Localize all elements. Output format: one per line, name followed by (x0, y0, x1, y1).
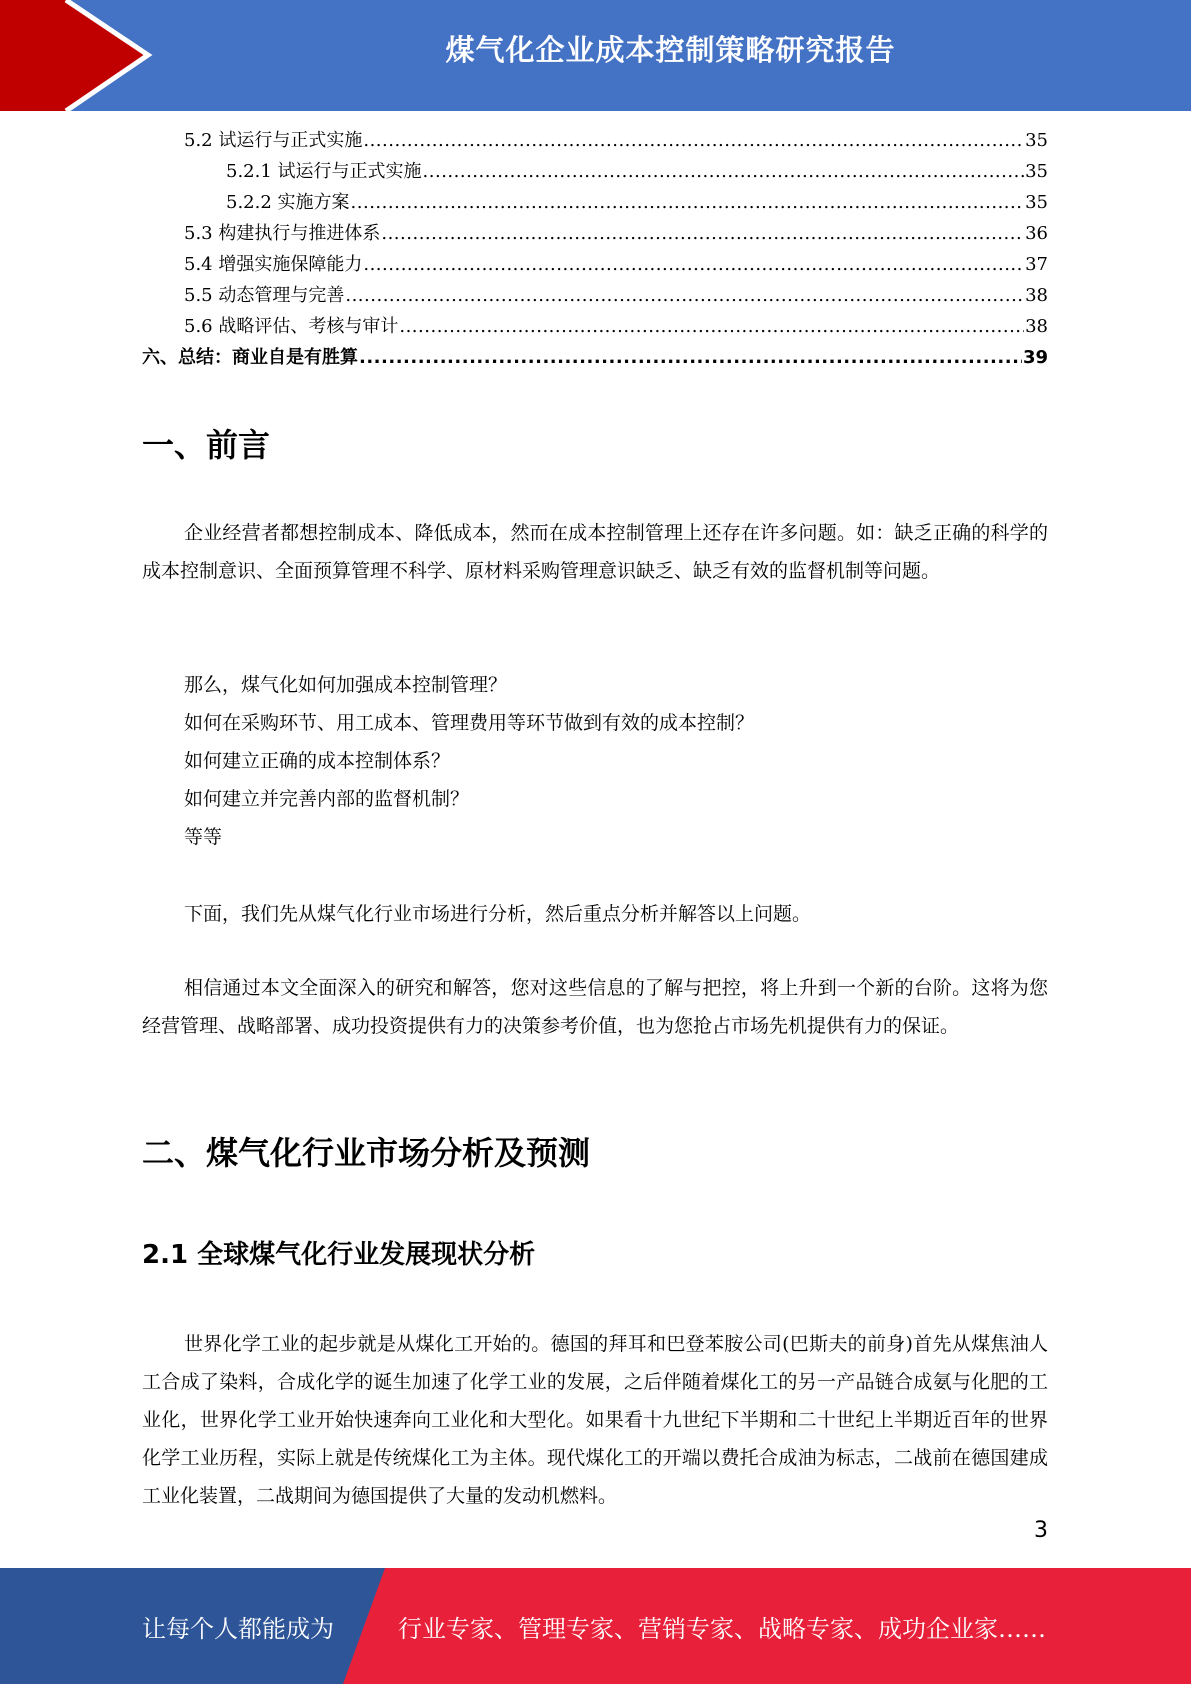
section-heading-market: 二、煤气化行业市场分析及预测 (142, 1134, 591, 1172)
subsection-heading-global: 2.1 全球煤气化行业发展现状分析 (142, 1240, 536, 1270)
toc-leader (363, 130, 1024, 151)
toc-entry-text: 5.5 动态管理与完善 (184, 285, 345, 306)
toc-entry-text: 5.2.1 试运行与正式实施 (226, 161, 422, 182)
toc-entry[interactable] (142, 157, 1048, 188)
toc-entry-text: 5.2.2 实施方案 (226, 192, 350, 213)
toc-entry[interactable] (142, 219, 1048, 250)
toc-entry[interactable] (142, 343, 1048, 374)
toc-entry-text: 5.3 构建执行与推进体系 (184, 223, 381, 244)
global-paragraph-1: 世界化学工业的起步就是从煤化工开始的。德国的拜耳和巴登苯胺公司(巴斯夫的前身)首先从煤焦油人工合成了染料，合成化学的诞生加速了化学工业的发展，之后伴随着煤化工的另一产品链合成氨与化肥的工业化，世界化学工业开始快速奔向工业化和大型化。如果看十九世纪下半期和二十世纪上半期近百年的世界化学工业历程，实际上就是传统煤化工为主体。现代煤化工的开端以费托合成油为标志，二战前在德国建成工业化装置，二战期间为德国提供了大量的发动机燃料。 (142, 1333, 1048, 1507)
toc-entry-text: 六、总结：商业自是有胜算 (142, 347, 358, 368)
report-title: 煤气化企业成本控制策略研究报告 (445, 33, 896, 67)
page-header (0, 0, 1191, 111)
toc-entry-page: 38 (1025, 285, 1048, 306)
question-item: 等等 (184, 826, 223, 848)
toc-leader (351, 192, 1025, 213)
toc-leader (423, 161, 1025, 182)
question-item: 如何在采购环节、用工成本、管理费用等环节做到有效的成本控制？ (184, 712, 755, 734)
preface-paragraph-3: 相信通过本文全面深入的研究和解答，您对这些信息的了解与把控，将上升到一个新的台阶。这将为您经营管理、战略部署、成功投资提供有力的决策参考价值，也为您抢占市场先机提供有力的保证。 (142, 977, 1048, 1037)
toc-entry[interactable] (142, 250, 1048, 281)
footer-slogan-left: 让每个人都能成为 (142, 1615, 334, 1643)
toc-leader (363, 254, 1024, 275)
question-list (184, 666, 1044, 856)
question-item: 如何建立正确的成本控制体系？ (184, 750, 451, 772)
toc-entry-page: 37 (1025, 254, 1048, 275)
toc-entry[interactable] (142, 126, 1048, 157)
page-footer (0, 1568, 1191, 1684)
toc-entry[interactable] (142, 312, 1048, 343)
question-item: 如何建立并完善内部的监督机制？ (184, 788, 470, 810)
table-of-contents (142, 126, 1048, 374)
toc-entry-text: 5.4 增强实施保障能力 (184, 254, 363, 275)
toc-entry[interactable] (142, 188, 1048, 219)
preface-paragraph-1: 企业经营者都想控制成本、降低成本，然而在成本控制管理上还存在许多问题。如：缺乏正确的科学的成本控制意识、全面预算管理不科学、原材料采购管理意识缺乏、缺乏有效的监督机制等问题。 (142, 522, 1048, 582)
question-item: 那么，煤气化如何加强成本控制管理？ (184, 674, 508, 696)
toc-leader (381, 223, 1024, 244)
toc-entry-text: 5.2 试运行与正式实施 (184, 130, 363, 151)
toc-entry-page: 35 (1025, 130, 1048, 151)
toc-leader (345, 285, 1024, 306)
toc-entry-page: 39 (1022, 347, 1048, 368)
toc-entry-page: 35 (1025, 161, 1048, 182)
toc-entry-text: 5.6 战略评估、考核与审计 (184, 316, 399, 337)
toc-leader (359, 347, 1022, 368)
toc-entry-page: 35 (1025, 192, 1048, 213)
preface-paragraph-2: 下面，我们先从煤气化行业市场进行分析，然后重点分析并解答以上问题。 (184, 903, 812, 925)
page-number: 3 (1034, 1518, 1048, 1543)
section-heading-preface: 一、前言 (142, 426, 271, 464)
toc-leader (399, 316, 1024, 337)
toc-entry-page: 38 (1025, 316, 1048, 337)
toc-entry[interactable] (142, 281, 1048, 312)
toc-entry-page: 36 (1025, 223, 1048, 244)
footer-slogan-right: 行业专家、管理专家、营销专家、战略专家、成功企业家…… (398, 1615, 1046, 1643)
